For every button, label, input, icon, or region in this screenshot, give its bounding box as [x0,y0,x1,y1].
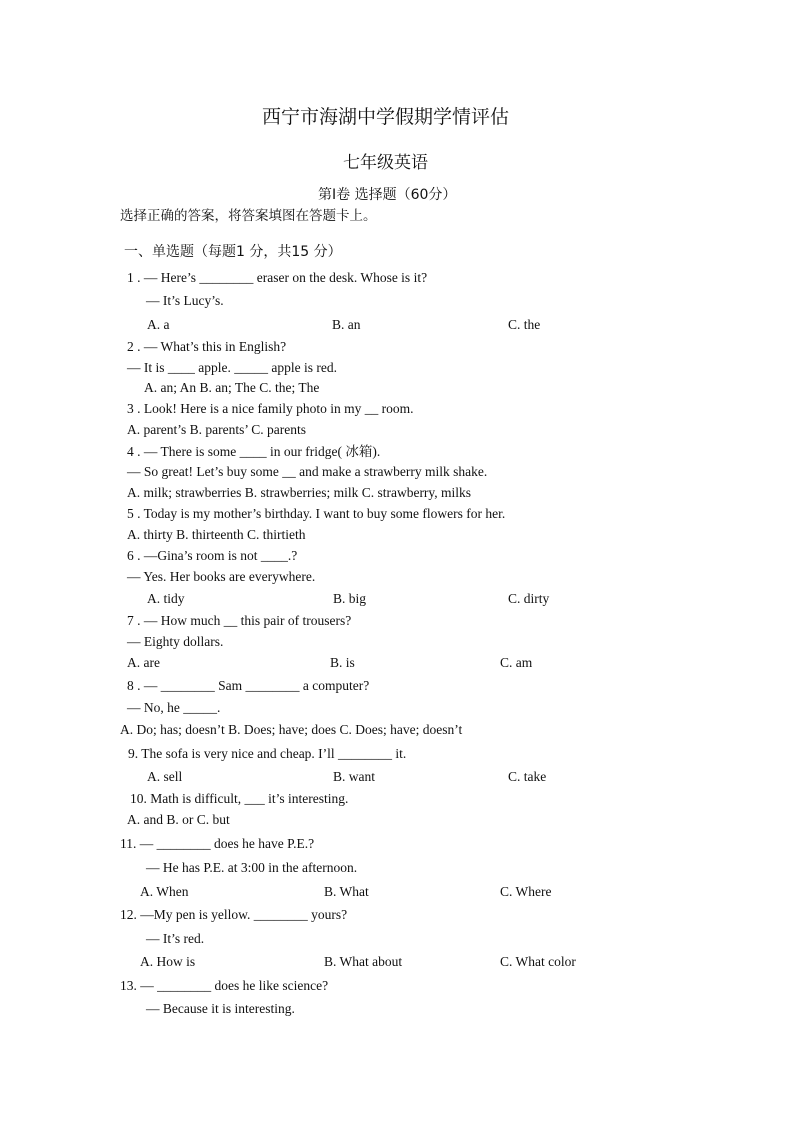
q3-stem: 3 . Look! Here is a nice family photo in my __ room. [127,401,414,416]
instruction: 选择正确的答案，将答案填图在答题卡上。 [120,208,377,224]
q7-answer-line: — Eighty dollars. [127,634,224,649]
q6-stem: 6 . —Gina’s room is not ____.? [127,548,298,563]
q7-stem: 7 . — How much __ this pair of trousers? [127,613,352,628]
q12-option-c: C. What color [500,954,576,969]
q8-options: A. Do; has; doesn’t B. Does; have; does C. Does; have; doesn’t [120,722,463,737]
q3-options: A. parent’s B. parents’ C. parents [127,422,306,437]
q13-stem: 13. — ________ does he like science? [120,978,329,993]
q8-stem: 8 . — ________ Sam ________ a computer? [127,678,370,693]
q9-option-b: B. want [333,769,375,784]
q11-option-c: C. Where [500,884,552,899]
q11-option-b: B. What [324,884,369,899]
q1-option-c: C. the [508,317,541,332]
q4-stem: 4 . — There is some ____ in our fridge( 冰箱). [127,444,381,459]
part-heading: 第Ⅰ卷 选择题（60分） [318,187,457,203]
q4-answer-line: — So great! Let’s buy some __ and make a strawberry milk shake. [127,464,488,479]
q11-answer-line: — He has P.E. at 3:00 in the afternoon. [146,860,358,875]
q8-answer-line: — No, he _____. [127,700,221,715]
q1-option-b: B. an [332,317,361,332]
q12-option-a: A. How is [140,954,196,969]
section-title: 一、单选题（每题1 分，共15 分） [124,244,342,260]
q9-stem: 9. The sofa is very nice and cheap. I’ll ________ it. [128,746,407,761]
q1-answer-line: — It’s Lucy’s. [146,293,224,308]
q2-answer-line: — It is ____ apple. _____ apple is red. [127,360,337,375]
q11-option-a: A. When [140,884,189,899]
q6-option-b: B. big [333,591,367,606]
q7-option-a: A. are [127,655,160,670]
q6-option-c: C. dirty [508,591,550,606]
q9-option-a: A. sell [147,769,183,784]
q12-option-b: B. What about [324,954,403,969]
q10-stem: 10. Math is difficult, ___ it’s interesting. [130,791,349,806]
q2-stem: 2 . — What’s this in English? [127,339,287,354]
q6-answer-line: — Yes. Her books are everywhere. [127,569,316,584]
q13-answer-line: — Because it is interesting. [146,1001,295,1016]
q4-options: A. milk; strawberries B. strawberries; milk C. strawberry, milks [127,485,472,500]
q7-option-c: C. am [500,655,533,670]
q6-option-a: A. tidy [147,591,185,606]
q2-options: A. an; An B. an; The C. the; The [144,380,320,395]
q12-stem: 12. —My pen is yellow. ________ yours? [120,907,348,922]
q5-stem: 5 . Today is my mother’s birthday. I want to buy some flowers for her. [127,506,506,521]
q10-options: A. and B. or C. but [127,812,230,827]
school-title: 西宁市海湖中学假期学情评估 [262,106,510,128]
q9-option-c: C. take [508,769,547,784]
q1-stem: 1 . — Here’s ________ eraser on the desk. Whose is it? [127,270,428,285]
q11-stem: 11. — ________ does he have P.E.? [120,836,315,851]
q1-option-a: A. a [147,317,170,332]
q12-answer-line: — It’s red. [146,931,205,946]
q5-options: A. thirty B. thirteenth C. thirtieth [127,527,306,542]
subject-title: 七年级英语 [343,153,428,173]
q7-option-b: B. is [330,655,355,670]
